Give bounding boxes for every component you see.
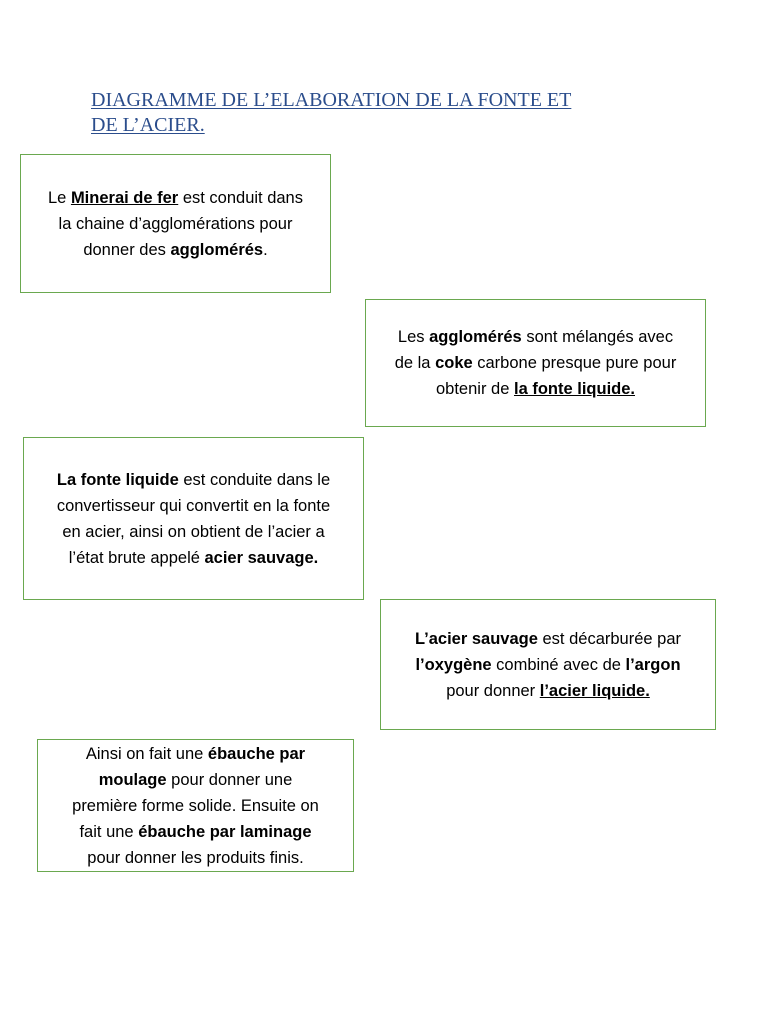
text: fait une (79, 822, 139, 841)
keyword-ebauche-par: ébauche par (207, 744, 306, 763)
step-3-line-2 (57, 493, 330, 519)
step-1-line-2 (59, 211, 293, 237)
keyword-argon: l’argon (625, 655, 681, 674)
step-box-1 (20, 154, 331, 293)
text: de la (394, 354, 436, 372)
text: Le (48, 188, 71, 207)
keyword-agglomeres: agglomérés (170, 240, 264, 259)
keyword-la-fonte-liquide: La fonte liquide (56, 470, 179, 489)
text: carbone presque pure pour (472, 354, 677, 372)
keyword-coke: coke (435, 354, 473, 372)
step-1-line-3 (83, 237, 267, 263)
text: est conduite dans le (178, 470, 331, 489)
text: obtenir de (436, 380, 514, 398)
step-box-4 (380, 599, 716, 730)
text: est décarburée par (537, 629, 681, 648)
step-5-line-3 (72, 793, 319, 819)
keyword-ebauche-par-laminage: ébauche par laminage (138, 822, 312, 841)
text: est conduit dans (178, 188, 303, 207)
text: . (263, 240, 268, 259)
text: pour donner les produits finis. (87, 848, 304, 867)
text: Les (397, 328, 430, 346)
step-3-line-1 (57, 467, 330, 493)
keyword-acier-liquide: l’acier liquide. (539, 681, 650, 700)
step-3-line-3 (62, 519, 324, 545)
step-4-line-3 (446, 678, 650, 704)
step-2-line-2 (395, 350, 677, 376)
step-box-5 (37, 739, 354, 872)
text: Ainsi on fait une (85, 744, 208, 763)
text: pour donner (446, 681, 540, 700)
text: l’état brute appelé (68, 548, 205, 567)
step-box-2 (365, 299, 706, 427)
step-5-line-4 (79, 819, 311, 845)
keyword-moulage: moulage (98, 770, 167, 789)
keyword-oxygene: l’oxygène (415, 655, 492, 674)
step-4-line-1 (415, 626, 681, 652)
text: première forme solide. Ensuite on (72, 796, 319, 815)
step-5-line-2 (99, 767, 293, 793)
text: sont mélangés avec (521, 328, 674, 346)
step-box-3 (23, 437, 364, 600)
text: la chaine d’agglomérations pour (58, 214, 293, 233)
keyword-la-fonte-liquide: la fonte liquide. (513, 380, 635, 398)
step-5-line-1 (86, 741, 305, 767)
title-line-1: DIAGRAMME DE L’ELABORATION DE LA FONTE ET (91, 89, 572, 111)
keyword-acier-sauvage: L’acier sauvage (414, 629, 538, 648)
text: combiné avec de (491, 655, 626, 674)
keyword-acier-sauvage: acier sauvage. (204, 548, 319, 567)
page-title (91, 88, 691, 138)
step-3-line-4 (69, 545, 319, 571)
text: en acier, ainsi on obtient de l’acier a (62, 522, 325, 541)
text: convertisseur qui convertit en la fonte (56, 496, 331, 515)
text: pour donner une (166, 770, 293, 789)
keyword-agglomeres: agglomérés (429, 328, 522, 346)
step-4-line-2 (415, 652, 680, 678)
keyword-minerai-de-fer: Minerai de fer (70, 188, 179, 207)
text: donner des (83, 240, 171, 259)
step-2-line-3 (436, 376, 635, 402)
step-2-line-1 (398, 324, 673, 350)
step-1-line-1 (48, 185, 303, 211)
title-line-2: DE L’ACIER. (91, 114, 205, 136)
step-5-line-5 (87, 845, 303, 871)
